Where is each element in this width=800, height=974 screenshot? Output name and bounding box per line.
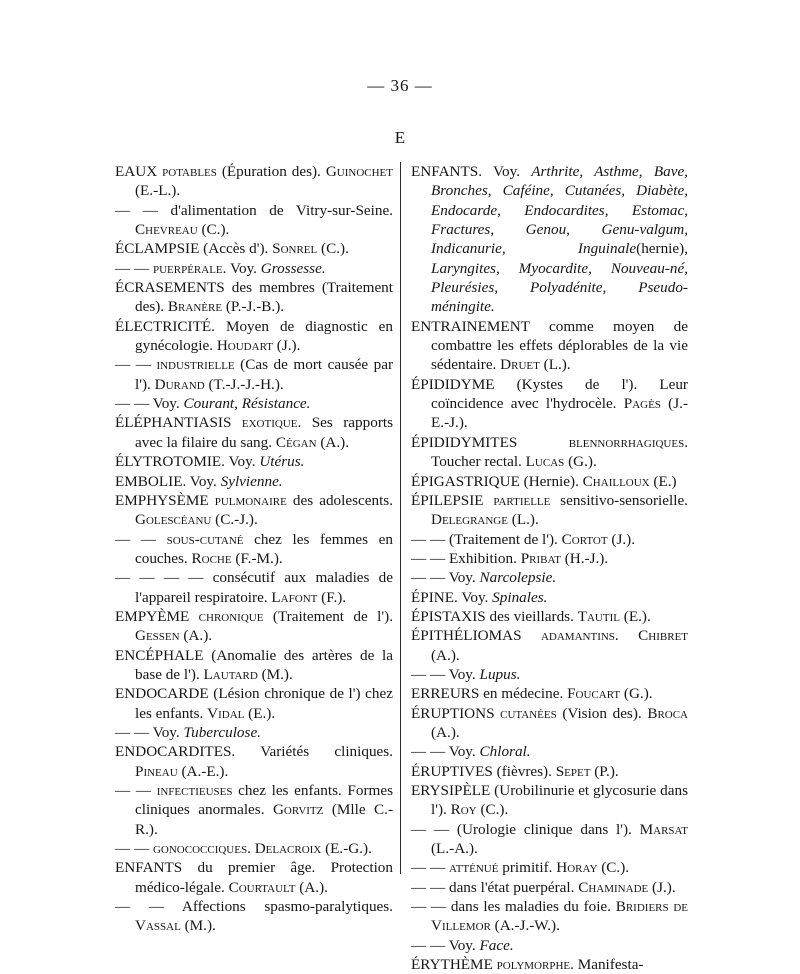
index-entry	[115, 162, 393, 201]
author-name: Cortot	[561, 530, 608, 548]
index-entry	[115, 839, 393, 858]
entry-text: — — Voy.	[115, 395, 184, 413]
author-name: Chibret	[638, 627, 689, 645]
entry-text: ÉPIDIDYMITES	[411, 433, 569, 451]
index-entry	[115, 472, 393, 491]
index-entry	[115, 278, 393, 317]
author-name: Lucas	[525, 453, 565, 471]
entry-text: . Voy.	[222, 259, 261, 277]
column-divider	[400, 162, 401, 874]
index-entry	[411, 878, 688, 897]
entry-text: (L.-A.).	[431, 840, 478, 858]
author-name: Sepet	[555, 762, 591, 780]
entry-text: EMBOLIE. Voy.	[115, 472, 221, 490]
author-name: atténué	[448, 859, 499, 877]
author-name: infectieuses	[156, 782, 233, 799]
entry-text: (E.).	[244, 704, 276, 722]
author-name: Pineau	[135, 762, 178, 780]
entry-text: (J.-E.-J.).	[431, 395, 689, 432]
entry-text: . Toucher rectal.	[431, 433, 688, 471]
entry-text: — —	[115, 782, 157, 799]
entry-text: (C.).	[476, 801, 509, 819]
entry-text: des adolescents.	[286, 491, 394, 509]
section-letter: E	[394, 128, 406, 147]
entry-text: (H.-J.).	[560, 549, 609, 567]
entry-text: (E.-L.).	[135, 182, 181, 200]
entry-text: . Ses rapports avec la filaire du sang.	[135, 414, 394, 451]
entry-text: — —	[115, 259, 153, 277]
index-entry	[411, 530, 688, 549]
cross-reference: Arthrite, Asthme, Bave, Bronches, Caféine, Cutanées, Diabète, Endocarde, Endocardites, Estomac, Fractures, Genou, Genu-valgum, Indicanurie, Inguinale	[431, 163, 688, 258]
index-entry	[411, 684, 688, 703]
author-name: Tautil	[577, 607, 620, 625]
entry-text: ÉLECTRICITÉ. Moyen de diagnostic en gynécologie.	[115, 317, 393, 355]
entry-text: — — — — consécutif aux maladies de l'appareil respiratoire.	[115, 569, 393, 606]
index-entry	[411, 375, 688, 433]
entry-text: ERYSIPÈLE (Urobilinurie et glycosurie dans l').	[411, 782, 688, 819]
author-name: Pagès	[623, 395, 661, 413]
author-name: Delegrange	[431, 511, 508, 529]
entry-text: — — Voy.	[411, 569, 480, 587]
entry-text: — —	[115, 530, 167, 548]
author-name: Courtault	[228, 878, 296, 896]
index-entry	[115, 259, 393, 278]
cross-reference: Grossesse.	[260, 259, 326, 277]
author-name: Sonrel	[272, 240, 318, 258]
cross-reference: Face.	[479, 936, 514, 954]
entry-text: ÉRYTHÈME	[411, 956, 497, 974]
index-entry	[115, 742, 393, 781]
entry-text: EMPYÈME	[115, 607, 199, 625]
author-name: Delacroix	[254, 840, 322, 858]
index-entry	[411, 472, 688, 491]
entry-text: EAUX	[115, 163, 163, 180]
author-name: Vidal	[207, 704, 245, 722]
entry-text: — — Voy.	[411, 665, 480, 683]
cross-reference: Chloral.	[479, 743, 531, 761]
entry-text: — —	[115, 356, 157, 374]
entry-text: — — (Traitement de l').	[411, 530, 562, 548]
entry-text: ENFANTS du premier âge. Protection médico-légale.	[115, 859, 393, 896]
index-entry	[115, 452, 393, 471]
author-name: partielle	[493, 491, 551, 509]
entry-text: (F.).	[317, 588, 347, 606]
index-entry	[115, 897, 393, 936]
entry-text: — — Exhibition.	[411, 549, 521, 567]
index-entry	[115, 394, 393, 413]
entry-text: — — d'alimentation de Vitry-sur-Seine.	[115, 201, 393, 219]
entry-text: ÉRUPTIVES (fièvres).	[411, 762, 556, 780]
author-name: Broca	[647, 704, 689, 722]
index-entry	[115, 568, 393, 607]
author-name: Guinochet	[325, 163, 393, 180]
index-entry	[115, 413, 393, 452]
cross-reference: Narcolepsie.	[479, 569, 557, 587]
cross-reference: Utérus.	[259, 453, 305, 471]
entry-text: (M.).	[180, 917, 216, 935]
author-name: cutanées	[500, 704, 557, 722]
entry-text: (T.-J.-J.-H.).	[204, 375, 284, 393]
entry-text: (P.-J.-B.).	[222, 298, 285, 316]
author-name: Pribat	[520, 549, 561, 567]
index-entry	[115, 646, 393, 685]
index-entry	[115, 781, 393, 839]
entry-text: (C.-J.).	[211, 511, 258, 529]
entry-text: . Manifesta-	[570, 956, 644, 974]
author-name: Chaminade	[578, 878, 649, 896]
index-entry	[115, 491, 393, 530]
cross-reference: Lupus.	[479, 665, 521, 683]
entry-text: (A.).	[431, 646, 460, 664]
page-number: — 36 —	[367, 76, 433, 95]
author-name: Gessen	[135, 627, 180, 645]
author-name: Marsat	[639, 820, 688, 838]
index-entry	[411, 742, 688, 761]
author-name: Lautard	[203, 665, 258, 683]
author-name: Chevreau	[135, 221, 198, 239]
entry-text: chez les enfants. Formes cliniques anormales.	[135, 782, 393, 819]
entry-text: — — (Urologie clinique dans l').	[411, 820, 640, 838]
index-entry	[411, 897, 688, 936]
entry-text: (A.).	[431, 723, 460, 741]
entry-text: ÉLYTROTOMIE. Voy.	[115, 453, 260, 471]
index-entry	[411, 549, 688, 568]
author-name: Bridiers de Villemor	[431, 898, 688, 935]
entry-text: ENTRAINEMENT comme moyen de combattre les effets déplorables de la vie sédentaire.	[411, 317, 688, 374]
entry-text: ÉPIDIDYME (Kystes de l'). Leur coïncidence avec l'hydrocèle.	[411, 375, 688, 413]
index-entry	[115, 201, 393, 240]
entry-text: (J.).	[272, 337, 301, 355]
author-name: Branère	[167, 298, 223, 316]
index-entry	[411, 433, 688, 472]
entry-text: ÉPILEPSIE	[411, 491, 494, 509]
entry-text: (L.).	[539, 356, 571, 374]
entry-text: ÉPITHÉLIOMAS	[411, 627, 541, 645]
index-entry	[411, 607, 688, 626]
index-entry	[411, 491, 688, 530]
entry-text: — — Affections spasmo-paralytiques.	[115, 898, 393, 916]
entry-text: (P.).	[590, 762, 619, 780]
index-entry	[411, 626, 688, 665]
author-name: Chailloux	[582, 472, 650, 490]
entry-text: — — Voy.	[411, 936, 480, 954]
cross-reference: Tuberculose.	[183, 723, 261, 741]
author-name: Houdart	[216, 337, 273, 355]
entry-text: (M.).	[257, 665, 293, 683]
entry-text: (G.).	[620, 685, 653, 703]
author-name: Gorvitz	[272, 801, 324, 819]
author-name: Lafont	[271, 588, 318, 606]
index-entry	[115, 355, 393, 394]
author-name: chronique	[198, 607, 264, 625]
index-entry	[411, 568, 688, 587]
cross-reference: Courant, Résistance.	[183, 395, 311, 413]
entry-text: — — dans les maladies du foie.	[411, 898, 616, 916]
entry-text: — —	[411, 859, 449, 877]
entry-text: (E.)	[649, 472, 677, 490]
author-name: blennorrhagiques	[568, 433, 685, 451]
author-name: Druet	[500, 356, 540, 374]
index-entry	[411, 317, 688, 375]
entry-text: primitif.	[498, 859, 557, 877]
author-name: Horay	[556, 859, 598, 877]
cross-reference: Spinales.	[492, 588, 548, 606]
right-column	[411, 162, 688, 974]
entry-text: (Cas de mort causée par l').	[135, 356, 394, 393]
entry-text: ÉRUPTIONS	[411, 704, 501, 722]
left-column	[115, 162, 393, 936]
author-name: industrielle	[156, 356, 235, 374]
entry-text: ÉPINE. Voy.	[411, 588, 493, 606]
entry-text: (A.-E.).	[177, 762, 229, 780]
entry-text: (E.-G.).	[321, 840, 372, 858]
author-name: potables	[162, 163, 217, 180]
author-name: Roy	[450, 801, 477, 819]
index-entry	[411, 704, 688, 743]
entry-text: EMPHYSÈME	[115, 491, 215, 509]
author-name: gonococciques	[152, 840, 248, 858]
author-name: exotique	[241, 414, 298, 432]
author-name: Vassal	[135, 917, 181, 935]
entry-text: ENFANTS. Voy.	[411, 163, 532, 180]
index-entry	[411, 781, 688, 820]
index-entry	[411, 820, 688, 859]
entry-text: (G.).	[564, 453, 597, 471]
entry-text: (Épuration des).	[216, 163, 326, 180]
index-entry	[411, 955, 688, 974]
entry-text: ÉLÉPHANTIASIS	[115, 414, 242, 432]
entry-text: sensitivo-sensorielle.	[550, 491, 688, 509]
entry-text: (A.-J.-W.).	[490, 917, 560, 935]
entry-text: .	[614, 627, 639, 645]
cross-reference: Sylvienne.	[220, 472, 283, 490]
index-entry	[115, 607, 393, 646]
author-name: sous-cutané	[166, 530, 244, 548]
entry-text: .	[247, 840, 255, 858]
entry-text: — — Voy.	[115, 723, 184, 741]
index-entry	[115, 530, 393, 569]
author-name: Roche	[191, 549, 232, 567]
entry-text: ERREURS en médecine.	[411, 685, 568, 703]
author-name: Durand	[154, 375, 205, 393]
entry-text: ENDOCARDE (Lésion chronique de l') chez les enfants.	[115, 685, 393, 722]
entry-text: (Traitement de l').	[263, 607, 393, 625]
entry-text: ÉPIGASTRIQUE (Hernie).	[411, 472, 583, 490]
author-name: Cégan	[275, 433, 317, 451]
cross-reference: Laryngites, Myocardite, Nouveau-né, Pleurésies, Polyadénite, Pseudo-méningite.	[431, 259, 688, 316]
index-entry	[115, 239, 393, 258]
index-entry	[411, 858, 688, 877]
author-name: Golescéanu	[135, 511, 212, 529]
index-entry	[411, 936, 688, 955]
entry-text: ÉCRASEMENTS des membres (Traitement des).	[115, 279, 393, 316]
entry-text: (J.).	[607, 530, 636, 548]
entry-text: (Vision des).	[556, 704, 648, 722]
index-entry	[115, 858, 393, 897]
entry-text: — —	[115, 840, 153, 858]
index-entry	[411, 762, 688, 781]
entry-text: (C.).	[597, 859, 630, 877]
entry-text: (A.).	[316, 433, 350, 451]
entry-text: ENCÉPHALE (Anomalie des artères de la base de l').	[115, 646, 393, 683]
entry-text: — — dans l'état puerpéral.	[411, 878, 579, 896]
entry-text: chez les femmes en couches.	[135, 530, 393, 567]
index-entry	[411, 588, 688, 607]
entry-text: (E.).	[619, 607, 651, 625]
entry-text: ENDOCARDITES. Variétés cliniques.	[115, 743, 393, 761]
index-entry	[115, 723, 393, 742]
index-entry	[115, 317, 393, 356]
author-name: puerpérale	[152, 259, 223, 277]
entry-text: (L.).	[507, 511, 539, 529]
entry-text: ÉPISTAXIS des vieillards.	[411, 607, 578, 625]
author-name: pulmonaire	[214, 491, 287, 509]
index-entry	[411, 665, 688, 684]
author-name: adamantins	[540, 627, 615, 645]
entry-text: (Mlle C.-R.).	[135, 801, 393, 838]
entry-text: (A.).	[179, 627, 213, 645]
author-name: polymorphe	[496, 956, 571, 974]
entry-text: (hernie),	[636, 240, 688, 258]
entry-text: — — Voy.	[411, 743, 480, 761]
entry-text: (F.-M.).	[231, 549, 283, 567]
index-entry	[411, 162, 688, 317]
entry-text: (A.).	[295, 878, 328, 896]
author-name: Foucart	[567, 685, 621, 703]
entry-text: (C.).	[197, 221, 230, 239]
entry-text: (J.).	[648, 878, 676, 896]
entry-text: (C.).	[317, 240, 349, 258]
index-entry	[115, 684, 393, 723]
entry-text: ÉCLAMPSIE (Accès d').	[115, 240, 273, 258]
